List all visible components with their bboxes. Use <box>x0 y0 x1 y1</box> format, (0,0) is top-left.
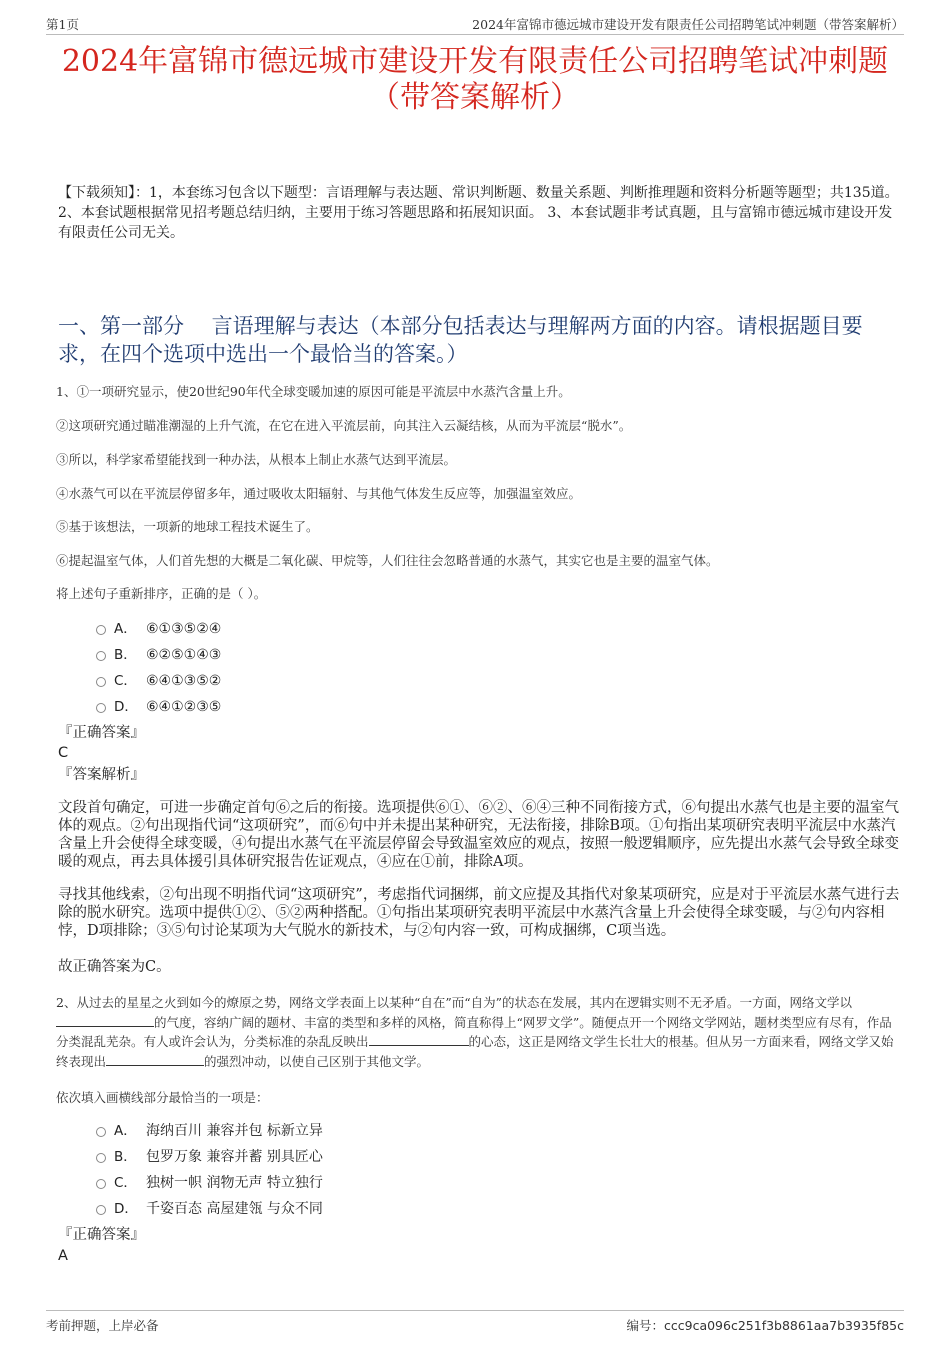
q1-sentence-5: ⑤基于该想法，一项新的地球工程技术诞生了。 <box>56 519 319 534</box>
q1-analysis-label: 『答案解析』 <box>58 767 145 783</box>
q1-answer-label: 『正确答案』 <box>58 725 145 741</box>
q1-prompt: 将上述句子重新排序，正确的是（ ）。 <box>56 586 267 601</box>
q1-analysis-paragraph-1: 文段首句确定，可进一步确定首句⑥之后的衔接。选项提供⑥①、⑥②、⑥④三种不同衔接方式，⑥句提出水蒸气也是主要的温室气体的观点。②句出现指代词“这项研究”，而⑥句中并未提出某种研究，无法衔接，排除B项。①句指出某项研究表明平流层中水蒸汽含量上升会使得全球变暖，④句提出水蒸气在平流层停留会导致温室效应的观点，按照一般逻辑顺序，应先提出水蒸气会导致全球变暖的观点，再去具体援引具体研究报告佐证观点，④应在①前，排除A项。 <box>58 800 899 870</box>
q2-stem-part-1: 2、从过去的星星之火到如今的燎原之势，网络文学表面上以某种“自在”而“自为”的状态在发展，其内在逻辑实则不无矛盾。一方面，网络文学以 <box>56 995 853 1010</box>
option-letter: D． <box>114 699 138 715</box>
page-number: 第1页 <box>46 17 79 32</box>
option-text: ⑥④①③⑤② <box>146 673 222 689</box>
option-letter: B． <box>114 647 137 663</box>
page-footer <box>46 1310 904 1337</box>
option-letter: D． <box>114 1201 138 1217</box>
q1-sentence-2: ②这项研究通过瞄准潮湿的上升气流，在它在进入平流层前，向其注入云凝结核，从而为平流层“脱水”。 <box>56 418 632 433</box>
option-letter: B． <box>114 1149 137 1165</box>
q1-analysis-conclusion: 故正确答案为C。 <box>58 959 171 975</box>
q2-stem-part-4: 的强烈冲动，以使自己区别于其他文学。 <box>204 1053 430 1069</box>
option-letter: A． <box>114 1123 137 1139</box>
footer-code-value: ccc9ca096c251f3b8861aa7b3935f85c <box>664 1318 904 1333</box>
option-letter: C． <box>114 673 137 689</box>
q2-answer-label: 『正确答案』 <box>58 1227 145 1243</box>
footer-code <box>626 1316 904 1334</box>
q2-answer-value: A <box>58 1248 68 1264</box>
option-text: ⑥②⑤①④③ <box>146 647 222 663</box>
option-letter: A． <box>114 621 137 637</box>
title-line-1: 2024年富锦市德远城市建设开发有限责任公司招聘笔试冲刺题 <box>61 44 889 79</box>
q1-sentence-3: ③所以，科学家希望能找到一种办法，从根本上制止水蒸气达到平流层。 <box>56 452 457 467</box>
option-text: 海纳百川 兼容并包 标新立异 <box>146 1123 323 1139</box>
q1-answer-value: C <box>58 745 69 761</box>
option-text: ⑥①③⑤②④ <box>146 621 222 637</box>
option-text: 千姿百态 高屋建瓴 与众不同 <box>146 1201 323 1217</box>
radio-icon[interactable] <box>96 703 106 713</box>
q1-sentence-4: ④水蒸气可以在平流层停留多年，通过吸收太阳辐射、与其他气体发生反应等，加强温室效应。 <box>56 486 582 501</box>
footer-code-label: 编号： <box>626 1318 664 1333</box>
q1-sentence-6: ⑥提起温室气体，人们首先想的大概是二氧化碳、甲烷等，人们往往会忽略普通的水蒸气，其实它也是主要的温室气体。 <box>56 553 719 568</box>
fill-blank-2 <box>369 1032 469 1046</box>
radio-icon[interactable] <box>96 651 106 661</box>
q2-prompt: 依次填入画横线部分最恰当的一项是： <box>56 1090 269 1105</box>
footer-slogan: 考前押题，上岸必备 <box>46 1318 159 1333</box>
radio-icon[interactable] <box>96 625 106 635</box>
title-line-2: （带答案解析） <box>370 80 580 115</box>
document-title <box>46 44 904 116</box>
q1-analysis-paragraph-2: 寻找其他线索，②句出现不明指代词“这项研究”，考虑指代词捆绑，前文应提及其指代对象某项研究，应是对于平流层水蒸气进行去除的脱水研究。选项中提供①②、⑤②两种搭配。①句指出某项研究表明平流层中水蒸汽含量上升会使得全球变暖，与②句内容相悖，D项排除；③⑤句讨论某项为大气脱水的新技术，与②句内容一致，可构成捆绑，C项当选。 <box>58 887 900 939</box>
fill-blank-3 <box>106 1052 204 1066</box>
q2-stem-part-2: 的气度，容纳广阔的题材、丰富的类型和多样的风格，简直称得上“网罗文学”。随便点开一个网络文学网站，题材类型应有尽有，作品分类混乱芜杂。有人或许会认为，分类标准的杂乱反映出 <box>56 1014 892 1049</box>
page-header <box>46 12 904 35</box>
option-text: 包罗万象 兼容并蓄 别具匠心 <box>146 1149 323 1165</box>
option-text: 独树一帜 润物无声 特立独行 <box>146 1175 323 1191</box>
radio-icon[interactable] <box>96 1153 106 1163</box>
header-doc-title: 2024年富锦市德远城市建设开发有限责任公司招聘笔试冲刺题（带答案解析） <box>472 17 904 32</box>
download-notice: 【下载须知】：1，本套练习包含以下题型：言语理解与表达题、常识判断题、数量关系题、判断推理题和资料分析题等题型；共135道。 2、本套试题根据常见招考题总结归纳，主要用于练习答题思路和拓展知识面。 3、本套试题非考试真题，且与富锦市德远城市建设开发有限责任公司无关。 <box>58 185 899 241</box>
radio-icon[interactable] <box>96 1205 106 1215</box>
fill-blank-1 <box>56 1013 154 1027</box>
q1-sentence-1: 1、①一项研究显示，使20世纪90年代全球变暖加速的原因可能是平流层中水蒸汽含量上升。 <box>56 384 571 399</box>
option-letter: C． <box>114 1175 137 1191</box>
option-text: ⑥④①②③⑤ <box>146 699 222 715</box>
radio-icon[interactable] <box>96 1179 106 1189</box>
radio-icon[interactable] <box>96 677 106 687</box>
section-title: 一、第一部分 言语理解与表达（本部分包括表达与理解两方面的内容。请根据题目要求，在四个选项中选出一个最恰当的答案。） <box>58 314 863 366</box>
q2-stem-part-3: 的心态，这正是网络文学生长壮大的根基。但从另一方面来看，网络文学又始终表现出 <box>56 1034 894 1069</box>
q2-stem <box>56 993 900 1071</box>
radio-icon[interactable] <box>96 1127 106 1137</box>
